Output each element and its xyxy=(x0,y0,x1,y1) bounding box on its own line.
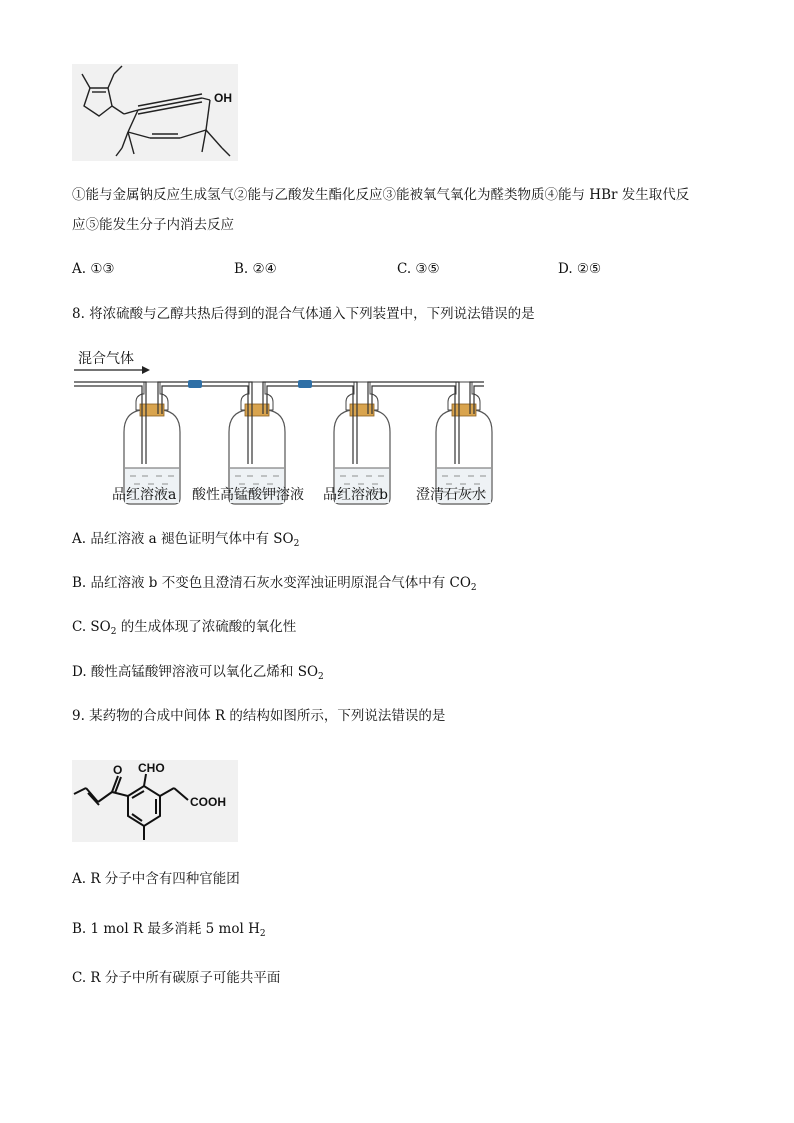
q7-statement-line1: ①能与金属钠反应生成氢气②能与乙酸发生酯化反应③能被氧气氧化为醛类物质④能与 HBr 发生取代反 xyxy=(72,187,690,203)
q9-structure-figure xyxy=(72,760,238,842)
q9-option-b-text: B. 1 mol R 最多消耗 5 mol H xyxy=(72,921,260,937)
q9-option-a[interactable]: A. R 分子中含有四种官能团 xyxy=(72,871,240,887)
bottle-label-b: 品红溶液b xyxy=(323,487,388,503)
q8-option-b-text: B. 品红溶液 b 不变色且澄清石灰水变浑浊证明原混合气体中有 CO xyxy=(72,575,471,591)
q7-option-c[interactable]: C. ③⑤ xyxy=(397,261,440,277)
q8-option-c-sub: 2 xyxy=(110,627,117,637)
cho-label: CHO xyxy=(138,761,165,775)
q8-option-b[interactable] xyxy=(72,574,477,592)
ketone-oxygen-label: O xyxy=(113,763,123,777)
q7-option-b[interactable]: B. ②④ xyxy=(234,261,277,277)
q8-option-d[interactable] xyxy=(72,663,324,681)
bottle-label-a: 品红溶液a xyxy=(112,487,177,503)
q7-structure-drawing xyxy=(72,64,238,161)
q9-option-c[interactable]: C. R 分子中所有碳原子可能共平面 xyxy=(72,970,281,986)
q9-option-b-sub: 2 xyxy=(259,929,266,939)
q8-option-c[interactable] xyxy=(72,618,296,636)
q8-option-d-sub: 2 xyxy=(318,672,324,682)
q7-structure-figure xyxy=(72,64,238,161)
gas-label: 混合气体 xyxy=(78,351,134,367)
hydroxyl-label: OH xyxy=(214,91,232,105)
cooh-label: COOH xyxy=(190,795,226,809)
q8-option-a[interactable] xyxy=(72,530,299,548)
q8-option-a-sub: 2 xyxy=(293,539,300,549)
q9-structure-drawing xyxy=(72,760,238,842)
bottle-label-limewater: 澄清石灰水 xyxy=(416,487,486,503)
q9-option-b[interactable] xyxy=(72,920,266,938)
q8-option-d-text: D. 酸性高锰酸钾溶液可以氧化乙烯和 SO xyxy=(72,664,319,680)
q9-stem: 9. 某药物的合成中间体 R 的结构如图所示，下列说法错误的是 xyxy=(72,708,446,724)
q8-stem: 8. 将浓硫酸与乙醇共热后得到的混合气体通入下列装置中，下列说法错误的是 xyxy=(72,306,535,322)
bottle-label-kmno4: 酸性高锰酸钾溶液 xyxy=(192,487,304,503)
q8-option-c-post: 的生成体现了浓硫酸的氧化性 xyxy=(116,619,297,635)
q7-option-a[interactable]: A. ①③ xyxy=(72,261,115,277)
q8-option-b-sub: 2 xyxy=(470,583,477,593)
q7-statement-line2: 应⑤能发生分子内消去反应 xyxy=(72,217,234,233)
q7-option-d[interactable]: D. ②⑤ xyxy=(558,261,602,277)
q8-option-c-pre: C. SO xyxy=(72,619,111,635)
q8-option-a-text: A. 品红溶液 a 褪色证明气体中有 SO xyxy=(72,531,294,547)
